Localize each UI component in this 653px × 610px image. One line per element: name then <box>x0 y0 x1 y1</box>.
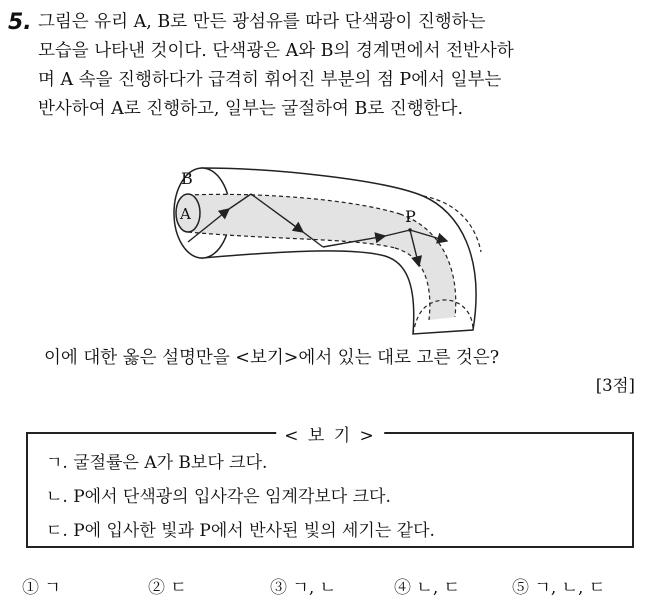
stem-line: 반사하여 A로 진행하고, 일부는 굴절하여 B로 진행한다. <box>38 99 464 119</box>
bogi-title: < 보 기 > <box>276 421 384 446</box>
choice-3[interactable]: ③ ㄱ, ㄴ <box>270 578 337 598</box>
choice-1[interactable]: ① ㄱ <box>22 578 61 598</box>
question-stem <box>38 8 646 124</box>
label-b: B <box>181 169 193 188</box>
answer-choices <box>22 573 642 601</box>
optical-fiber-figure <box>155 162 495 344</box>
label-p: P <box>405 207 416 226</box>
choice-5[interactable]: ⑤ ㄱ, ㄴ, ㄷ <box>512 578 606 598</box>
question-prompt: 이에 대한 옳은 설명만을 <보기>에서 있는 대로 고른 것은? <box>44 348 500 368</box>
points-label: [3점] <box>595 376 635 395</box>
bogi-item: ㄷ. P에 입사한 빛과 P에서 반사된 빛의 세기는 같다. <box>46 521 435 541</box>
question-number: 5. <box>8 10 32 35</box>
optical-fiber-diagram <box>155 162 495 344</box>
label-a: A <box>180 205 191 223</box>
point-p-marker <box>408 228 412 232</box>
choice-2[interactable]: ② ㄷ <box>148 578 187 598</box>
bogi-item: ㄱ. 굴절률은 A가 B보다 크다. <box>46 453 268 473</box>
stem-line: 그림은 유리 A, B로 만든 광섬유를 따라 단색광이 진행하는 <box>38 12 486 32</box>
stem-line: 모습을 나타낸 것이다. 단색광은 A와 B의 경계면에서 전반사하 <box>38 41 514 61</box>
choice-4[interactable]: ④ ㄴ, ㄷ <box>394 578 461 598</box>
bogi-box <box>26 426 634 548</box>
stem-line: 며 A 속을 진행하다가 급격히 휘어진 부분의 점 P에서 일부는 <box>38 70 502 90</box>
bogi-items <box>46 446 626 548</box>
bogi-item: ㄴ. P에서 단색광의 입사각은 임계각보다 크다. <box>46 487 391 507</box>
